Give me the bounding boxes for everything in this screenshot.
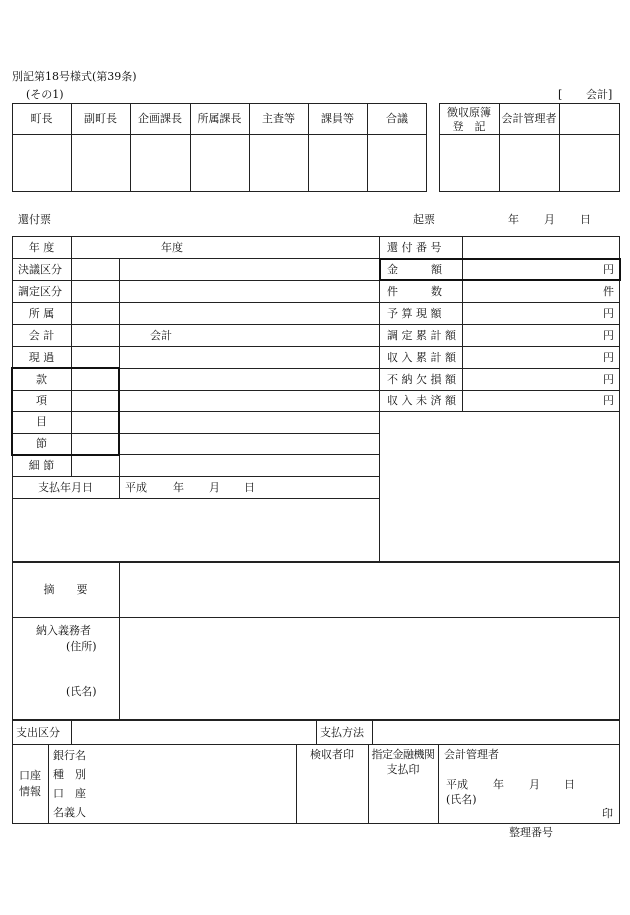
count-unit: 件 — [603, 285, 614, 298]
ledger-label-2: 登 記 — [452, 120, 486, 133]
budget-label: 予 算 現 額 — [387, 307, 442, 320]
row-kaikei: 会 計 — [28, 329, 55, 342]
accounting-manager-header: 会計管理者 — [501, 112, 557, 125]
account-info-label-2: 情報 — [19, 785, 41, 798]
slip-draft: 起票 — [413, 213, 435, 226]
count-label: 件 数 — [387, 285, 442, 298]
nendo-value: 年度 — [161, 241, 183, 254]
form-subtitle: (その1) — [26, 88, 64, 101]
agency-label-1: 指定金融機関 — [371, 748, 435, 761]
row-kan: 款 — [36, 373, 47, 386]
manager-label: 会計管理者 — [444, 748, 499, 761]
kaikei-value: 会計 — [150, 329, 172, 342]
row-chotei: 調定区分 — [18, 285, 62, 298]
seal-mark: 印 — [602, 807, 613, 820]
loss-label: 不 納 欠 損 額 — [387, 373, 456, 386]
revenue-total-unit: 円 — [603, 351, 614, 364]
manager-year: 年 — [493, 778, 504, 791]
payer-address-label: (住所) — [66, 640, 97, 653]
payment-date-day: 日 — [244, 481, 255, 494]
refund-no-label: 還 付 番 号 — [387, 241, 442, 254]
payment-date-era: 平成 — [125, 481, 147, 494]
slip-year: 年 — [508, 213, 519, 226]
row-ko: 項 — [36, 394, 47, 407]
budget-unit: 円 — [603, 307, 614, 320]
kaikei-bracket: 会計] — [586, 88, 613, 101]
assessed-total-unit: 円 — [603, 329, 614, 342]
approval-fukucho: 副町長 — [84, 112, 117, 125]
row-setsu: 節 — [36, 437, 47, 450]
payment-method-label: 支払方法 — [320, 726, 364, 739]
nendo-label: 年 度 — [28, 241, 55, 254]
uncollected-unit: 円 — [603, 394, 614, 407]
payment-date-year: 年 — [173, 481, 184, 494]
assessed-total-label: 調 定 累 計 額 — [387, 329, 456, 342]
tekiyo-label: 摘 要 — [43, 583, 88, 596]
amount-label: 金 額 — [387, 263, 442, 276]
approval-gogi: 合議 — [386, 112, 408, 125]
approval-shusa: 主査等 — [262, 112, 295, 125]
manager-day: 日 — [564, 778, 575, 791]
slip-name: 還付票 — [18, 213, 51, 226]
row-moku: 目 — [36, 415, 47, 428]
agency-label-2: 支払印 — [386, 763, 420, 776]
slip-month: 月 — [544, 213, 555, 226]
payer-name-label: (氏名) — [66, 685, 97, 698]
form-title: 別記第18号様式(第39条) — [12, 70, 137, 83]
manager-name-label: (氏名) — [446, 793, 477, 806]
account-info-label-1: 口座 — [19, 769, 41, 782]
manager-era: 平成 — [446, 778, 468, 791]
approval-cho: 町長 — [30, 112, 53, 125]
expense-type-label: 支出区分 — [16, 726, 60, 739]
payer-label: 納入義務者 — [36, 624, 91, 637]
approval-kain: 課員等 — [321, 112, 354, 125]
reference-number-label: 整理番号 — [509, 826, 553, 839]
manager-month: 月 — [529, 778, 540, 791]
account-number-label: 口 座 — [53, 787, 86, 800]
approval-shozoku: 所属課長 — [197, 112, 242, 125]
payment-date-label: 支払年月日 — [38, 481, 93, 494]
ledger-label-1: 徴収原簿 — [447, 106, 491, 119]
uncollected-label: 収 入 未 済 額 — [387, 394, 456, 407]
row-shozoku: 所 属 — [28, 307, 55, 320]
bank-name-label: 銀行名 — [53, 749, 86, 762]
payment-date-month: 月 — [209, 481, 220, 494]
amount-unit: 円 — [603, 263, 614, 276]
approval-kikaku: 企画課長 — [138, 112, 182, 125]
account-holder-label: 名義人 — [53, 806, 86, 819]
row-saisetsu: 細 節 — [28, 459, 55, 472]
loss-unit: 円 — [603, 373, 614, 386]
row-ketsugi: 決議区分 — [18, 263, 62, 276]
bracket-left: [ — [558, 88, 563, 101]
slip-day: 日 — [580, 213, 591, 226]
account-kind-label: 種 別 — [53, 768, 86, 781]
row-genka: 現 過 — [28, 351, 55, 364]
revenue-total-label: 収 入 累 計 額 — [387, 351, 456, 364]
inspector-seal-label: 検収者印 — [310, 748, 354, 761]
